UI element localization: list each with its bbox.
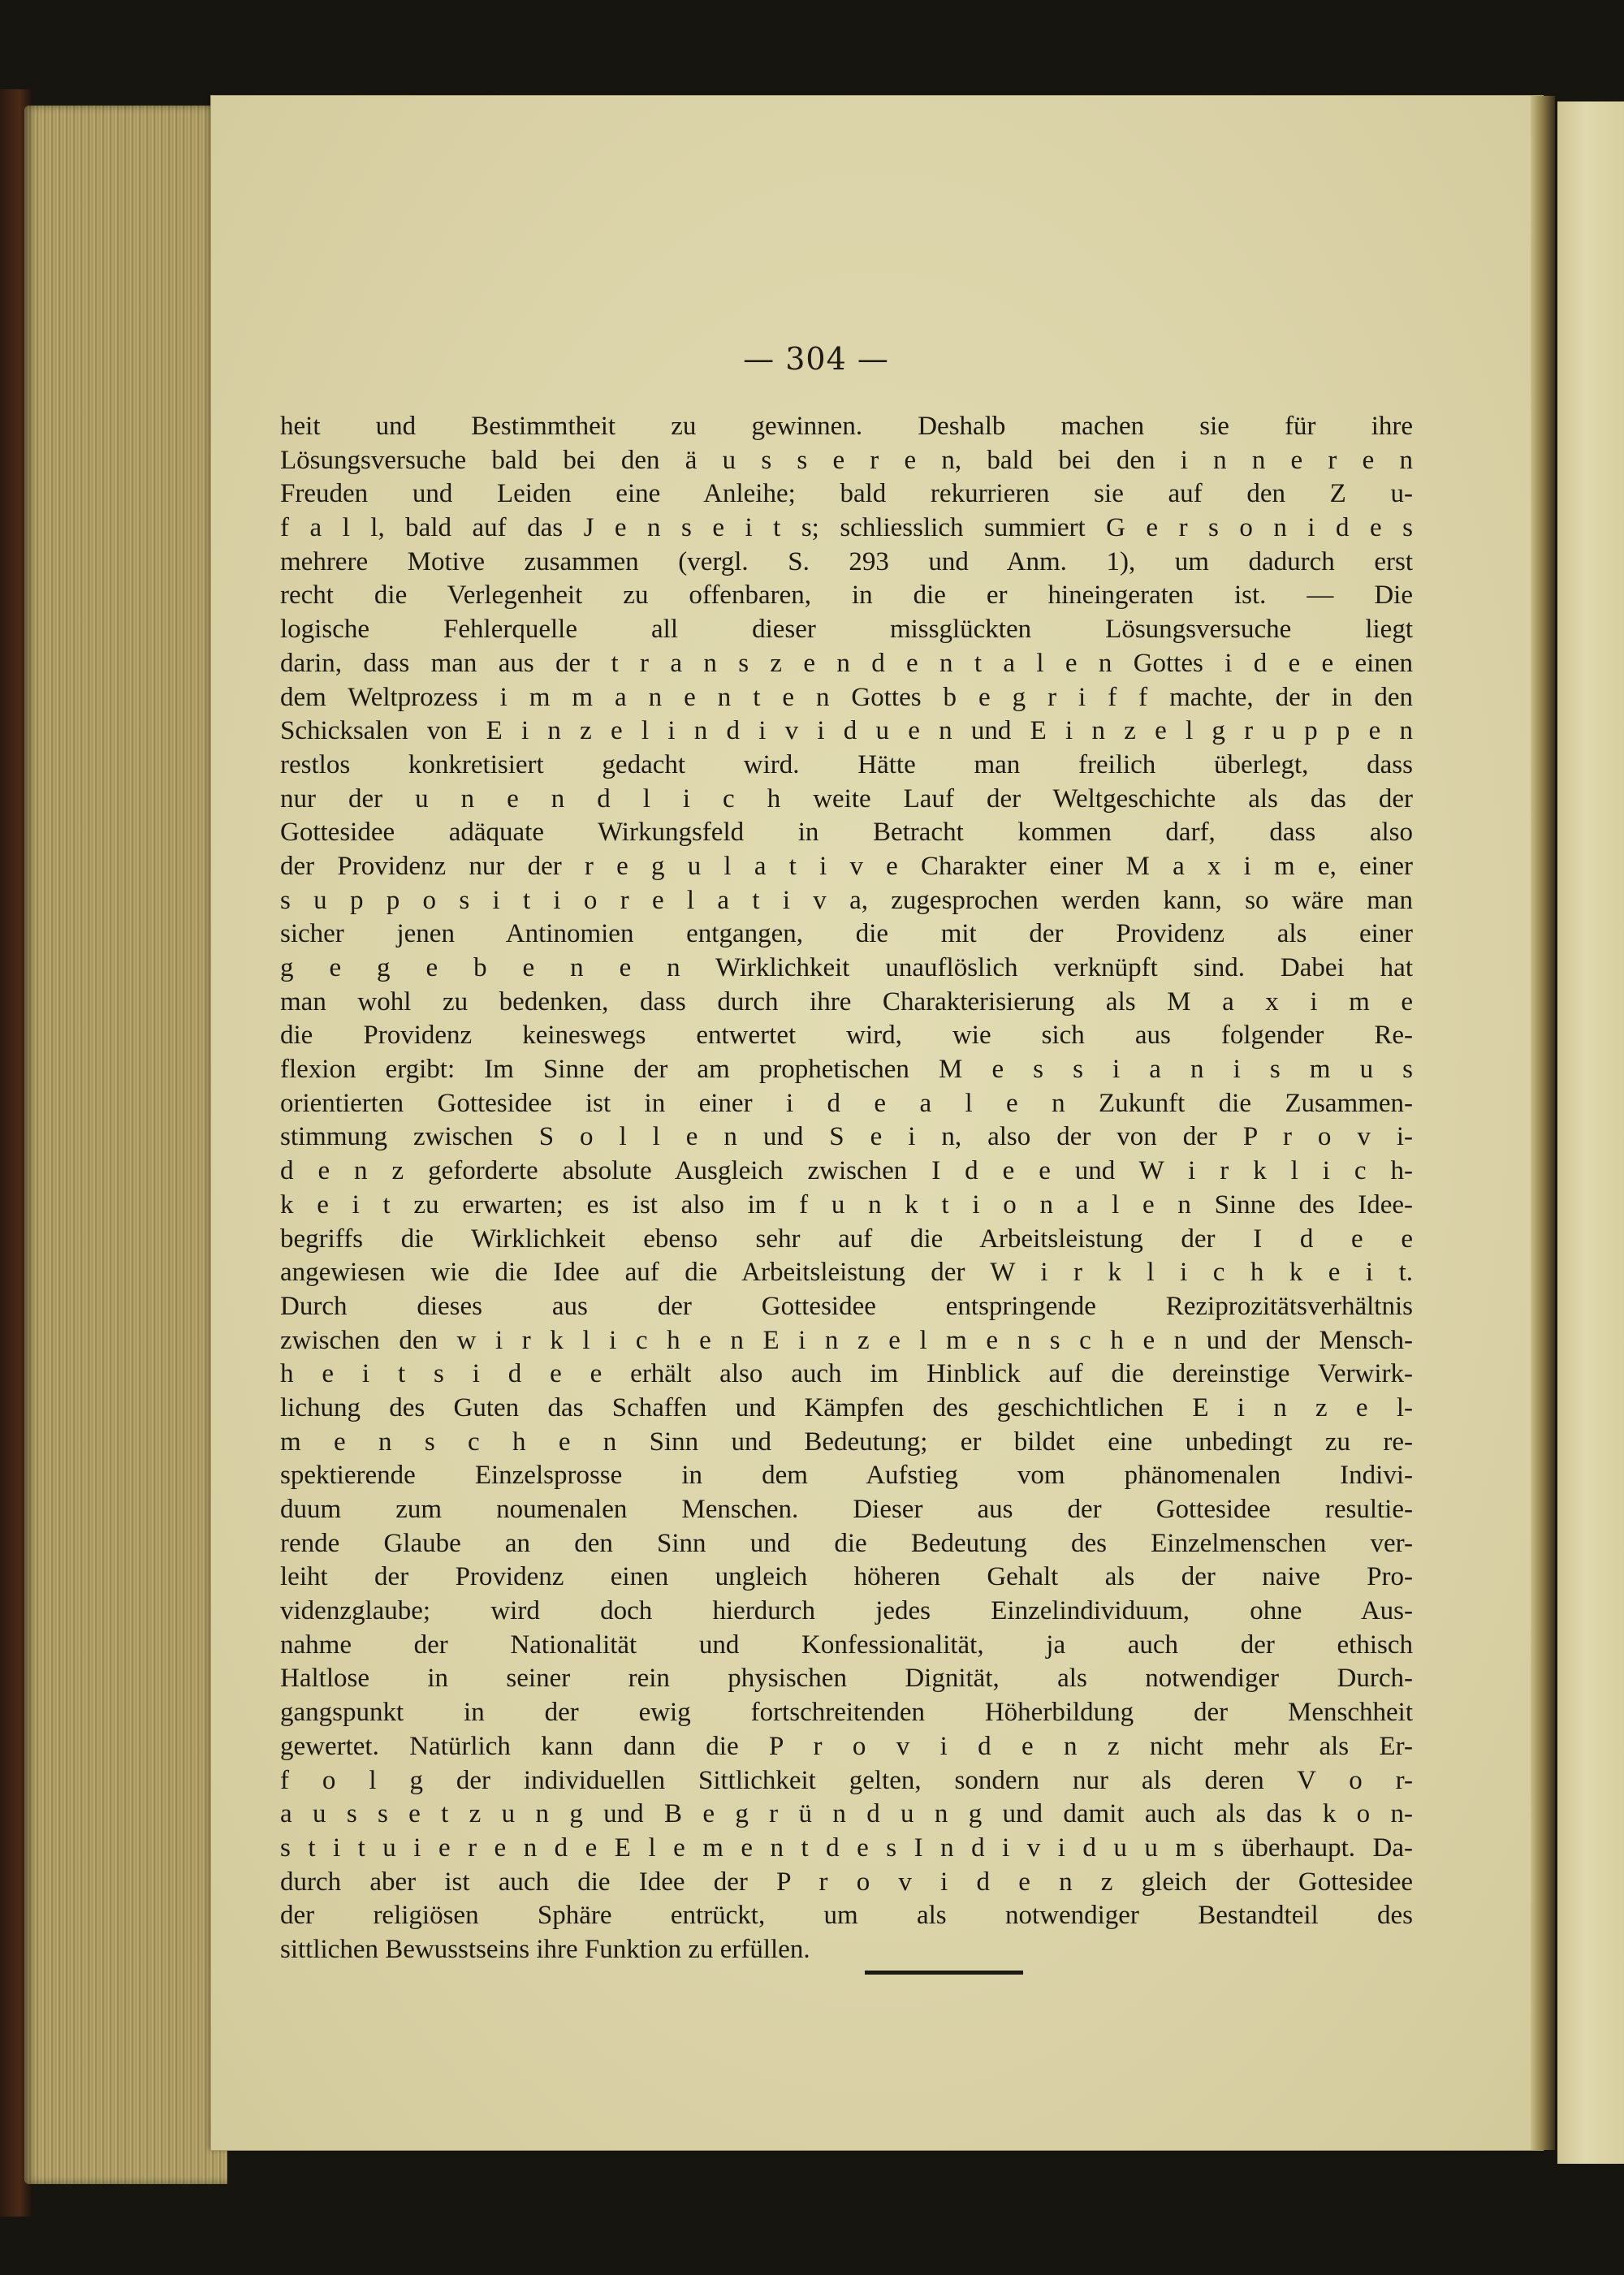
- text-line: duum zum noumenalen Menschen. Dieser aus der Gottesidee resultie-: [280, 1495, 1413, 1524]
- text-line: spektierende Einzelsprosse in dem Aufstieg vom phänomenalen Indivi-: [280, 1461, 1413, 1491]
- text-line: sicher jenen Antinomien entgangen, die mit der Providenz als einer: [280, 919, 1413, 949]
- text-line: gangspunkt in der ewig fortschreitenden Höherbildung der Menschheit: [280, 1698, 1413, 1728]
- text-line: Gottesidee adäquate Wirkungsfeld in Betracht kommen darf, dass also: [280, 818, 1413, 848]
- text-line: flexion ergibt: Im Sinne der am prophetischen M e s s i a n i s m u s: [280, 1055, 1413, 1085]
- text-line: leiht der Providenz einen ungleich höheren Gehalt als der naive Pro-: [280, 1562, 1413, 1592]
- text-line: s t i t u i e r e n d e E l e m e n t d e s I n d i v i d u u m s überhaupt. Da-: [280, 1833, 1413, 1863]
- text-line: s u p p o s i t i o r e l a t i v a, zugesprochen werden kann, so wäre man: [280, 885, 1413, 915]
- page-number: — 304 —: [743, 341, 889, 377]
- next-page-edge: [1557, 101, 1624, 2164]
- text-line: f o l g der individuellen Sittlichkeit gelten, sondern nur als deren V o r-: [280, 1765, 1413, 1795]
- text-line: durch aber ist auch die Idee der P r o v i d e n z gleich der Gottesidee: [280, 1867, 1413, 1897]
- text-line: nahme der Nationalität und Konfessionalität, ja auch der ethisch: [280, 1630, 1413, 1660]
- text-line: k e i t zu erwarten; es ist also im f u n k t i o n a l e n Sinne des Idee-: [280, 1189, 1413, 1220]
- text-line: sittlichen Bewusstseins ihre Funktion zu erfüllen.: [280, 1934, 810, 1964]
- book-gutter: [1531, 96, 1555, 2150]
- text-line: Freuden und Leiden eine Anleihe; bald rekurrieren sie auf den Z u-: [280, 479, 1413, 509]
- text-line: orientierten Gottesidee ist in einer i d e a l e n Zukunft die Zusammen-: [280, 1088, 1413, 1118]
- text-line: logische Fehlerquelle all dieser missglückten Lösungsversuche liegt: [280, 615, 1413, 645]
- text-line: die Providenz keineswegs entwertet wird, wie sich aus folgender Re-: [280, 1021, 1413, 1051]
- text-line: angewiesen wie die Idee auf die Arbeitsleistung der W i r k l i c h k e i t.: [280, 1258, 1413, 1288]
- page-stack-edges: [24, 106, 227, 2184]
- text-line: heit und Bestimmtheit zu gewinnen. Deshalb machen sie für ihre: [280, 412, 1413, 441]
- body-text: [280, 410, 1413, 1967]
- text-line: Schicksalen von E i n z e l i n d i v i d u e n und E i n z e l g r u p p e n: [280, 716, 1413, 746]
- text-line: Durch dieses aus der Gottesidee entspringende Reziprozitätsverhältnis: [280, 1291, 1413, 1321]
- text-line: lichung des Guten das Schaffen und Kämpfen des geschichtlichen E i n z e l-: [280, 1392, 1413, 1422]
- text-line: rende Glaube an den Sinn und die Bedeutung des Einzelmenschen ver-: [280, 1528, 1413, 1558]
- text-line: darin, dass man aus der t r a n s z e n d e n t a l e n Gottes i d e e einen: [280, 648, 1413, 678]
- text-line: d e n z geforderte absolute Ausgleich zwischen I d e e und W i r k l i c h-: [280, 1156, 1413, 1186]
- text-line: der Providenz nur der r e g u l a t i v e Charakter einer M a x i m e, einer: [280, 851, 1413, 881]
- text-line: nur der u n e n d l i c h weite Lauf der Weltgeschichte als das der: [280, 784, 1413, 814]
- text-line: mehrere Motive zusammen (vergl. S. 293 und Anm. 1), um dadurch erst: [280, 546, 1413, 576]
- text-line: zwischen den w i r k l i c h e n E i n z e l m e n s c h e n und der Mensch-: [280, 1325, 1413, 1355]
- text-line: restlos konkretisiert gedacht wird. Hätte man freilich überlegt, dass: [280, 749, 1413, 779]
- text-line: Haltlose in seiner rein physischen Dignität, als notwendiger Durch-: [280, 1664, 1413, 1694]
- text-line: der religiösen Sphäre entrückt, um als notwendiger Bestandteil des: [280, 1901, 1413, 1931]
- text-line: m e n s c h e n Sinn und Bedeutung; er bildet eine unbedingt zu re-: [280, 1427, 1413, 1457]
- text-line: recht die Verlegenheit zu offenbaren, in die er hineingeraten ist. — Die: [280, 581, 1413, 611]
- section-end-rule: [865, 1971, 1023, 1975]
- text-line: f a l l, bald auf das J e n s e i t s; schliesslich summiert G e r s o n i d e s: [280, 513, 1413, 543]
- text-line: man wohl zu bedenken, dass durch ihre Charakterisierung als M a x i m e: [280, 986, 1413, 1017]
- text-line: gewertet. Natürlich kann dann die P r o v i d e n z nicht mehr als Er-: [280, 1731, 1413, 1761]
- text-line: stimmung zwischen S o l l e n und S e i n, also der von der P r o v i-: [280, 1122, 1413, 1152]
- text-line: Lösungsversuche bald bei den ä u s s e r e n, bald bei den i n n e r e n: [280, 445, 1413, 475]
- text-line: begriffs die Wirklichkeit ebenso sehr auf die Arbeitsleistung der I d e e: [280, 1224, 1413, 1254]
- text-line: g e g e b e n e n Wirklichkeit unauflöslich verknüpft sind. Dabei hat: [280, 953, 1413, 982]
- text-line: h e i t s i d e e erhält also auch im Hinblick auf die dereinstige Verwirk-: [280, 1359, 1413, 1389]
- text-line: videnzglaube; wird doch hierdurch jedes Einzelindividuum, ohne Aus-: [280, 1596, 1413, 1626]
- text-line: a u s s e t z u n g und B e g r ü n d u n g und damit auch als das k o n-: [280, 1799, 1413, 1829]
- text-line: dem Weltprozess i m m a n e n t e n Gottes b e g r i f f machte, der in den: [280, 682, 1413, 712]
